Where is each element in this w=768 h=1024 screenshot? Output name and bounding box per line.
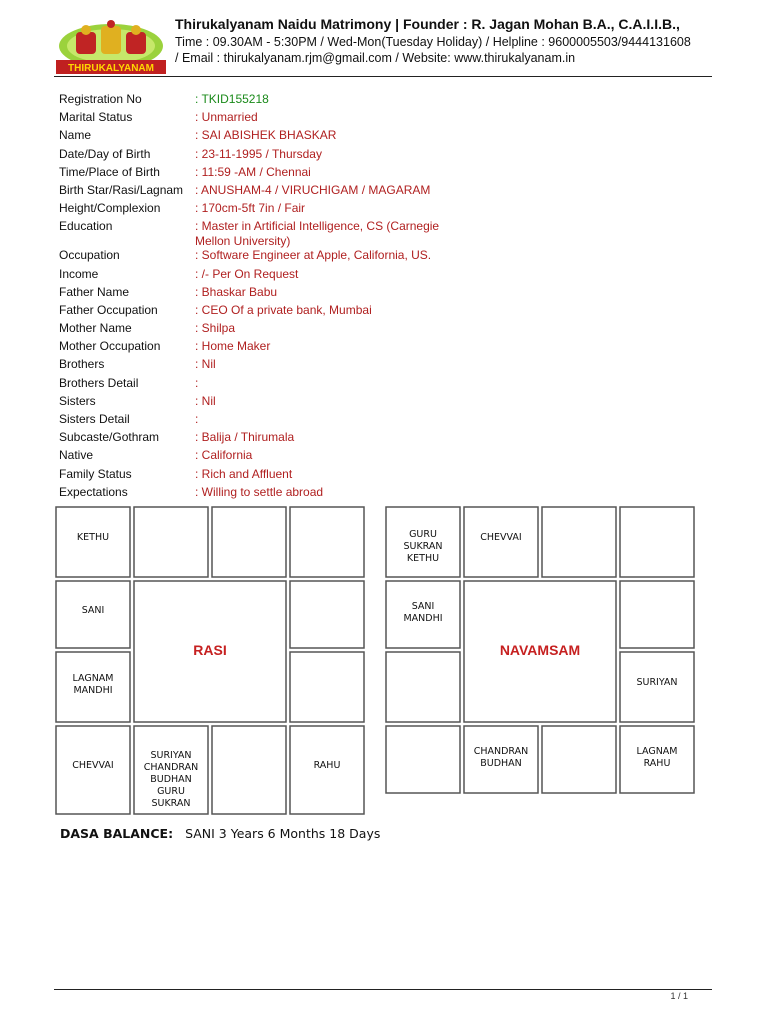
detail-label: Education xyxy=(59,219,113,234)
detail-value: : xyxy=(195,412,199,426)
rasi-title: RASI xyxy=(193,641,227,658)
planet-label xyxy=(462,532,540,544)
planet-label-line: SANI xyxy=(81,604,105,616)
planet-label-line: SURIYAN xyxy=(636,677,678,688)
planet-label-line: BUDHAN xyxy=(480,757,522,769)
detail-label: Sisters Detail xyxy=(59,412,130,426)
detail-label: Time/Place of Birth xyxy=(59,164,160,179)
detail-value: : 23-11-1995 / Thursday xyxy=(195,146,322,161)
detail-row xyxy=(59,265,719,283)
detail-value: : 170cm-5ft 7in / Fair xyxy=(195,201,306,216)
detail-row xyxy=(59,217,719,246)
planet-label-line: KETHU xyxy=(406,553,440,564)
detail-value: : 11:59 -AM / Chennai xyxy=(195,164,311,179)
detail-row xyxy=(59,283,719,301)
detail-label: Occupation xyxy=(59,248,120,263)
detail-label: Registration No xyxy=(59,92,142,106)
planet-label xyxy=(132,750,210,810)
logo xyxy=(54,20,168,76)
profile-details xyxy=(59,90,719,501)
detail-label: Date/Day of Birth xyxy=(59,146,151,161)
chart-cell xyxy=(290,507,364,577)
planet-label-line: KETHU xyxy=(76,532,110,543)
header-email-line: / Email : thirukalyanam.rjm@gmail.com / Website: www.thirukalyanam.in xyxy=(175,51,576,65)
dasa-balance-value: SANI 3 Years 6 Months 18 Days xyxy=(185,826,381,841)
detail-row xyxy=(59,392,719,410)
chart-cell xyxy=(290,652,364,722)
dasa-balance xyxy=(60,826,380,841)
detail-label: Family Status xyxy=(59,466,132,481)
planet-label xyxy=(384,601,462,625)
detail-label: Marital Status xyxy=(59,110,133,125)
detail-value: : SAI ABISHEK BHASKAR xyxy=(195,128,337,143)
planet-label xyxy=(618,677,696,689)
detail-value: : Willing to settle abroad xyxy=(195,484,324,499)
detail-value: : Master in Artificial Intelligence, CS (Carnegie Mellon University) xyxy=(195,219,440,248)
detail-value: : Home Maker xyxy=(195,339,271,354)
navamsam-chart xyxy=(384,505,698,797)
detail-label: Mother Name xyxy=(59,321,132,336)
header-title: Thirukalyanam Naidu Matrimony | Founder : R. Jagan Mohan B.A., C.A.I.I.B., xyxy=(175,16,680,32)
detail-value: : Rich and Affluent xyxy=(195,466,293,481)
detail-label: Income xyxy=(59,266,99,281)
detail-row xyxy=(59,199,719,217)
detail-row xyxy=(59,374,719,392)
detail-row xyxy=(59,428,719,446)
detail-row xyxy=(59,163,719,181)
planet-label xyxy=(54,605,132,617)
planet-label-line: LAGNAM xyxy=(636,745,678,757)
planet-label xyxy=(462,746,540,770)
detail-row xyxy=(59,410,719,428)
planet-label xyxy=(288,760,366,772)
planet-label-line: SUKRAN xyxy=(403,541,443,552)
detail-value: : TKID155218 xyxy=(195,92,269,106)
logo-text: THIRUKALYANAM xyxy=(68,63,154,74)
planet-label-line: MANDHI xyxy=(403,612,443,624)
planet-label-line: GURU xyxy=(157,786,185,797)
chart-cell xyxy=(134,507,208,577)
planet-label xyxy=(54,532,132,544)
detail-value: : California xyxy=(195,448,253,463)
chart-cell xyxy=(212,726,286,814)
detail-value: : /- Per On Request xyxy=(195,266,299,281)
planet-label-line: LAGNAM xyxy=(72,673,114,684)
header-contact-line: Time : 09.30AM - 5:30PM / Wed-Mon(Tuesday Holiday) / Helpline : 9600005503/9444131608 xyxy=(175,35,691,49)
detail-row xyxy=(59,108,719,126)
detail-row xyxy=(59,90,719,108)
detail-row xyxy=(59,483,719,501)
planet-label-line: CHEVVAI xyxy=(480,532,522,543)
chart-cell xyxy=(620,581,694,648)
planet-label-line: GURU xyxy=(409,529,437,540)
chart-cell xyxy=(212,507,286,577)
detail-value: : Balija / Thirumala xyxy=(195,430,295,445)
planet-label xyxy=(618,746,696,770)
detail-label: Native xyxy=(59,448,94,463)
detail-label: Sisters xyxy=(59,393,96,408)
chart-cell xyxy=(386,726,460,793)
detail-label: Mother Occupation xyxy=(59,339,161,354)
navamsam-title: NAVAMSAM xyxy=(499,641,581,658)
detail-label: Birth Star/Rasi/Lagnam xyxy=(59,182,184,197)
detail-label: Subcaste/Gothram xyxy=(59,430,160,445)
detail-row xyxy=(59,319,719,337)
detail-label: Expectations xyxy=(59,484,128,499)
planet-label-line: SUKRAN xyxy=(151,798,191,809)
detail-row xyxy=(59,465,719,483)
detail-row xyxy=(59,126,719,144)
chart-cell xyxy=(620,507,694,577)
detail-value: : Bhaskar Babu xyxy=(195,284,278,299)
planet-label-line: RAHU xyxy=(643,757,671,769)
detail-row xyxy=(59,145,719,163)
planet-label xyxy=(384,529,462,565)
planet-label-line: BUDHAN xyxy=(150,774,192,785)
detail-label: Name xyxy=(59,128,92,143)
planet-label-line: CHANDRAN xyxy=(473,745,529,757)
planet-label xyxy=(54,673,132,697)
planet-label xyxy=(54,760,132,772)
detail-value: : Software Engineer at Apple, California, US. xyxy=(195,248,432,263)
rasi-chart xyxy=(54,505,368,818)
footer-divider xyxy=(54,989,712,990)
page-number: 1 / 1 xyxy=(670,991,688,1001)
detail-row xyxy=(59,446,719,464)
detail-value: : Nil xyxy=(195,357,216,372)
chart-cell xyxy=(386,652,460,722)
planet-label-line: CHEVVAI xyxy=(72,760,114,771)
detail-value: : Nil xyxy=(195,393,216,408)
detail-label: Father Occupation xyxy=(59,302,158,317)
detail-value: : Unmarried xyxy=(195,110,258,125)
header-divider xyxy=(54,76,712,77)
planet-label-line: MANDHI xyxy=(73,685,113,696)
detail-value: : Shilpa xyxy=(195,321,236,336)
detail-row xyxy=(59,301,719,319)
planet-label-line: SURIYAN xyxy=(150,750,192,761)
detail-row xyxy=(59,355,719,373)
detail-label: Brothers xyxy=(59,357,105,372)
detail-row xyxy=(59,181,719,199)
planet-label-line: CHANDRAN xyxy=(143,762,199,773)
detail-label: Father Name xyxy=(59,284,130,299)
detail-value: : xyxy=(195,375,199,390)
detail-value: : CEO Of a private bank, Mumbai xyxy=(195,302,372,317)
detail-value: : ANUSHAM-4 / VIRUCHIGAM / MAGARAM xyxy=(195,182,431,197)
chart-cell xyxy=(542,726,616,793)
detail-row xyxy=(59,337,719,355)
planet-label-line: RAHU xyxy=(313,760,341,771)
chart-cell xyxy=(290,581,364,648)
detail-label: Brothers Detail xyxy=(59,375,139,390)
detail-label: Height/Complexion xyxy=(59,201,161,216)
chart-cell xyxy=(542,507,616,577)
planet-label-line: SANI xyxy=(411,600,435,612)
detail-row xyxy=(59,246,719,264)
dasa-balance-label: DASA BALANCE: xyxy=(60,826,174,841)
